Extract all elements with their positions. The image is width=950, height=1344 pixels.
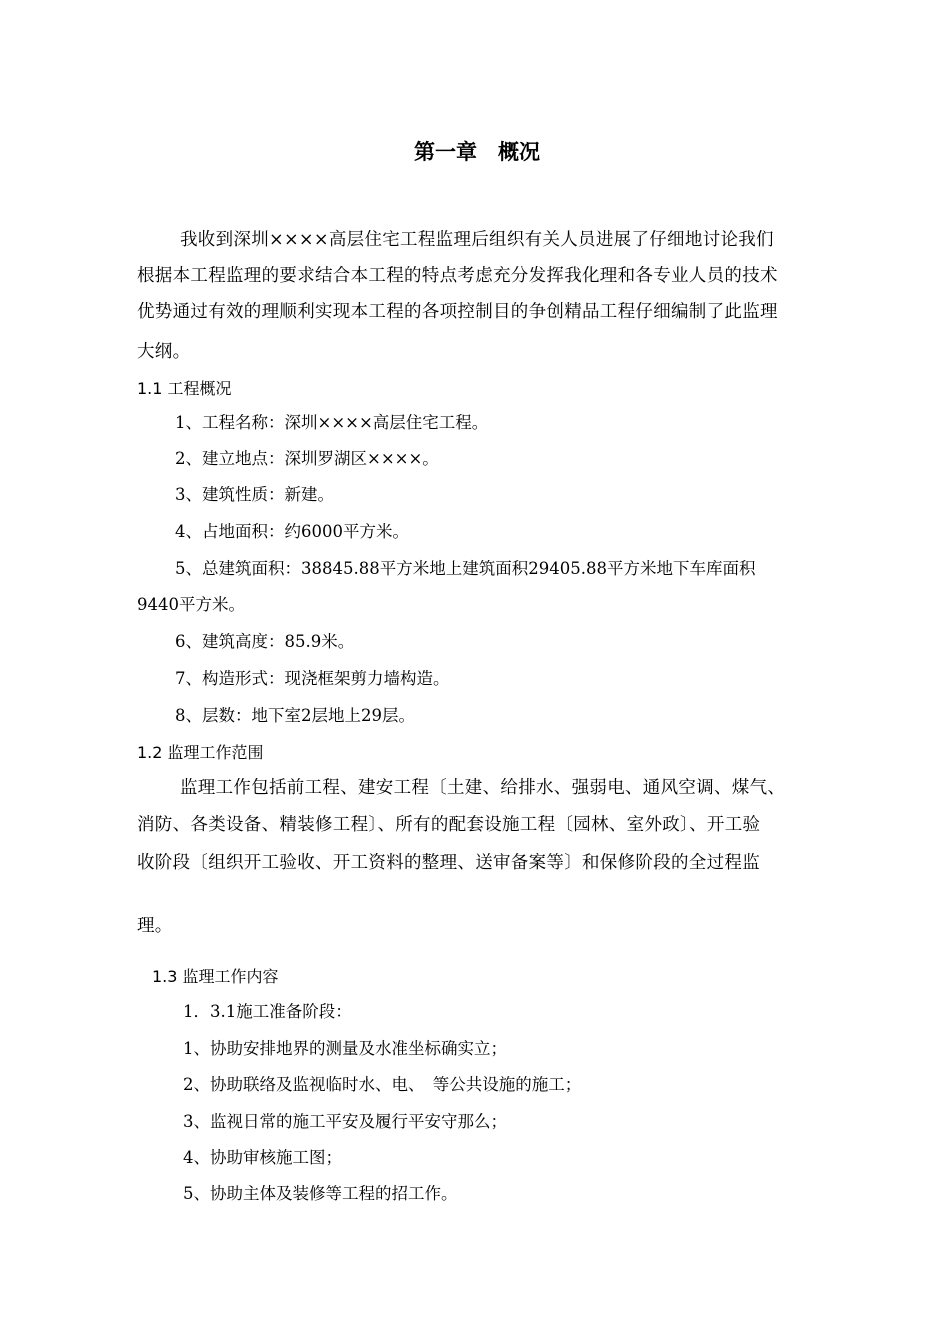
list-item: 4、协助审核施工图； (183, 1148, 342, 1167)
chapter-title: 第一章 概况 (414, 140, 540, 164)
section-heading: 1.2 监理工作范围 (137, 743, 264, 762)
scope-line: 收阶段〔组织开工验收、开工资料的整理、送审备案等〕和保修阶段的全过程监 (137, 853, 760, 873)
list-item: 5、协助主体及装修等工程的招工作。 (183, 1184, 458, 1203)
list-item: 2、协助联络及监视临时水、电、 等公共设施的施工； (183, 1075, 582, 1094)
intro-line: 我收到深圳××××高层住宅工程监理后组织有关人员进展了仔细地讨论我们 (180, 230, 774, 250)
list-item: 1、协助安排地界的测量及水准坐标确实立； (183, 1039, 507, 1058)
list-item: 3、建筑性质：新建。 (175, 485, 334, 504)
list-item: 1、工程名称：深圳××××高层住宅工程。 (175, 413, 489, 432)
scope-line: 理。 (137, 916, 173, 936)
intro-line: 优势通过有效的理顺利实现本工程的各项控制目的争创精品工程仔细编制了此监理 (137, 302, 778, 322)
intro-line: 根据本工程监理的要求结合本工程的特点考虑充分发挥我化理和各专业人员的技术 (137, 266, 778, 286)
subsection-heading: 1．3.1施工准备阶段： (183, 1002, 352, 1021)
list-item: 8、层数：地下室2层地上29层。 (175, 706, 415, 725)
list-item: 4、占地面积：约6000平方米。 (175, 522, 409, 541)
list-item: 5、总建筑面积：38845.88平方米地上建筑面积29405.88平方米地下车库面积 (175, 559, 756, 578)
list-item: 3、监视日常的施工平安及履行平安守那么； (183, 1112, 507, 1131)
section-heading: 1.3 监理工作内容 (152, 967, 279, 986)
scope-line: 监理工作包括前工程、建安工程〔土建、给排水、强弱电、通风空调、煤气、 (180, 778, 786, 798)
intro-line: 大纲。 (137, 342, 191, 362)
list-item: 7、构造形式：现浇框架剪力墙构造。 (175, 669, 450, 688)
list-item: 6、建筑高度：85.9米。 (175, 632, 355, 651)
list-item: 2、建立地点：深圳罗湖区××××。 (175, 449, 439, 468)
section-heading: 1.1 工程概况 (137, 379, 232, 398)
scope-line: 消防、各类设备、精装修工程〕、所有的配套设施工程〔园林、室外政〕、开工验 (137, 815, 761, 835)
list-item: 9440平方米。 (137, 595, 245, 614)
